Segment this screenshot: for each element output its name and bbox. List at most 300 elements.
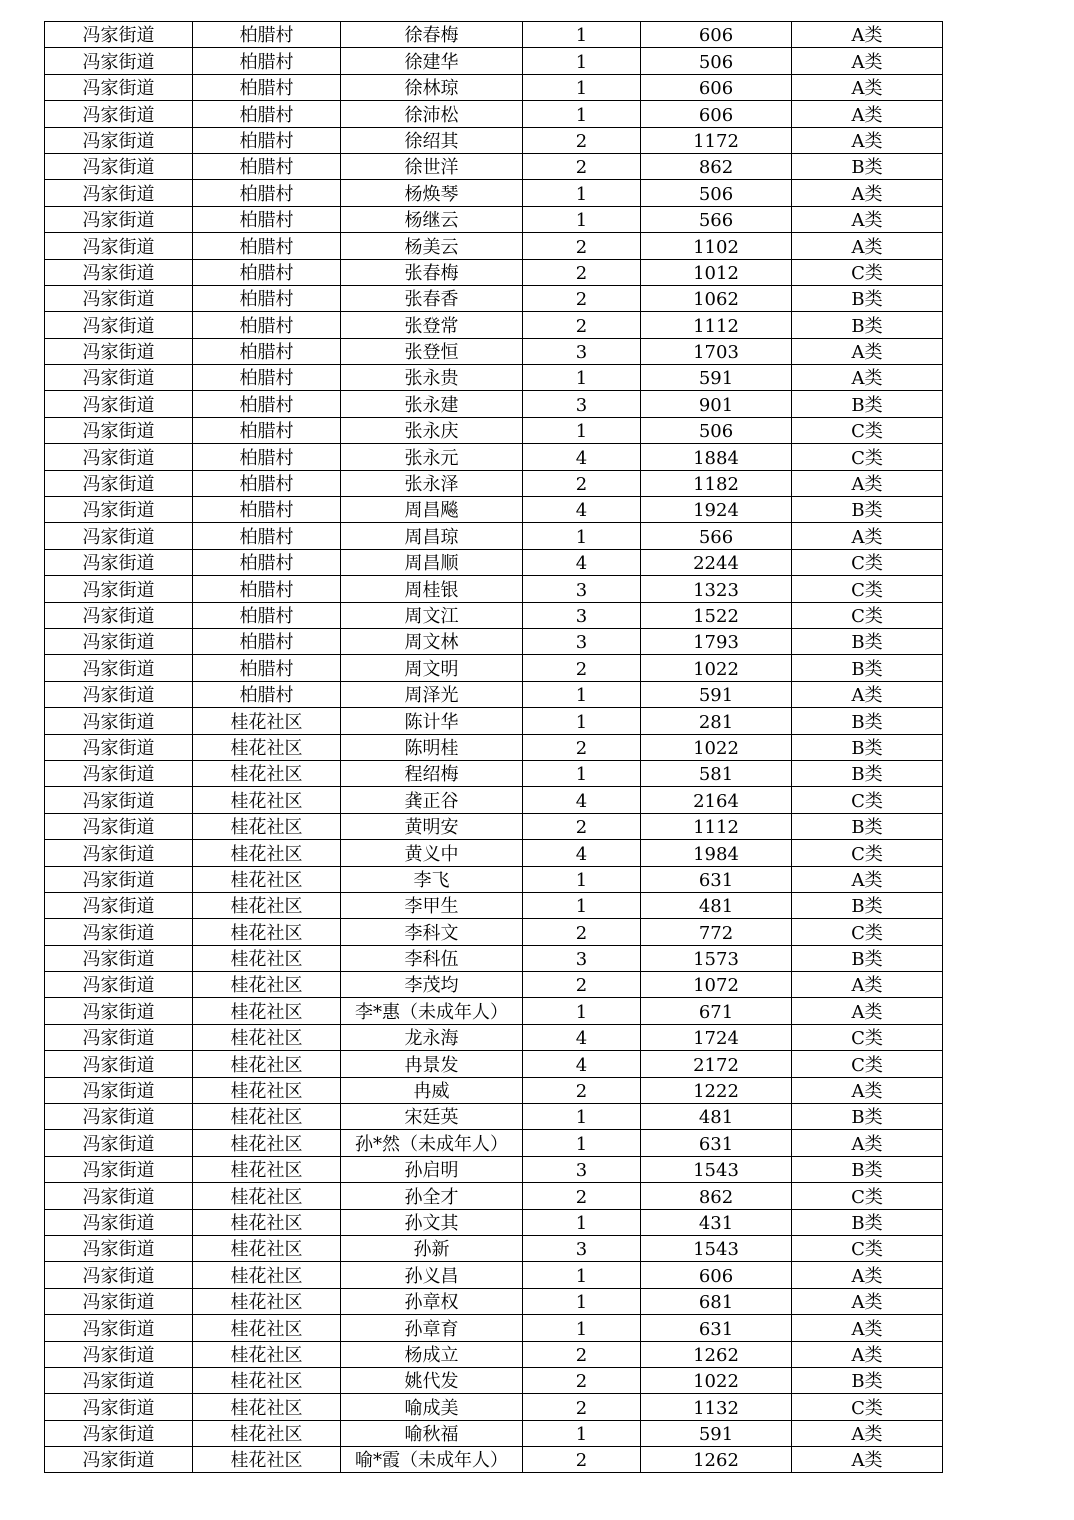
amount-cell: 591 <box>641 681 792 707</box>
name-cell: 杨焕琴 <box>341 180 523 206</box>
street-cell: 冯家街道 <box>45 628 193 654</box>
household-size-cell: 1 <box>523 708 641 734</box>
table-row <box>45 259 943 285</box>
street-cell: 冯家街道 <box>45 1288 193 1314</box>
household-size-cell: 2 <box>523 127 641 153</box>
name-cell: 张春香 <box>341 285 523 311</box>
name-cell: 龙永海 <box>341 1024 523 1050</box>
name-cell: 周桂银 <box>341 576 523 602</box>
amount-cell: 1222 <box>641 1077 792 1103</box>
street-cell: 冯家街道 <box>45 101 193 127</box>
household-size-cell: 2 <box>523 470 641 496</box>
amount-cell: 2244 <box>641 549 792 575</box>
street-cell: 冯家街道 <box>45 1262 193 1288</box>
community-cell: 柏腊村 <box>193 101 341 127</box>
community-cell: 桂花社区 <box>193 919 341 945</box>
household-size-cell: 4 <box>523 1024 641 1050</box>
name-cell: 周昌飚 <box>341 497 523 523</box>
name-cell: 孙义昌 <box>341 1262 523 1288</box>
category-cell: B类 <box>792 655 943 681</box>
table-row <box>45 813 943 839</box>
household-size-cell: 1 <box>523 22 641 48</box>
table-row <box>45 206 943 232</box>
category-cell: A类 <box>792 365 943 391</box>
name-cell: 冉威 <box>341 1077 523 1103</box>
name-cell: 徐沛松 <box>341 101 523 127</box>
community-cell: 柏腊村 <box>193 22 341 48</box>
category-cell: A类 <box>792 866 943 892</box>
category-cell: C类 <box>792 444 943 470</box>
street-cell: 冯家街道 <box>45 549 193 575</box>
community-cell: 柏腊村 <box>193 48 341 74</box>
community-cell: 柏腊村 <box>193 365 341 391</box>
table-row <box>45 734 943 760</box>
name-cell: 周文江 <box>341 602 523 628</box>
name-cell: 龚正谷 <box>341 787 523 813</box>
household-size-cell: 1 <box>523 206 641 232</box>
community-cell: 桂花社区 <box>193 1394 341 1420</box>
name-cell: 李茂均 <box>341 972 523 998</box>
street-cell: 冯家街道 <box>45 180 193 206</box>
street-cell: 冯家街道 <box>45 470 193 496</box>
name-cell: 李*惠（未成年人） <box>341 998 523 1024</box>
street-cell: 冯家街道 <box>45 1447 193 1473</box>
category-cell: A类 <box>792 101 943 127</box>
category-cell: B类 <box>792 1104 943 1130</box>
community-cell: 桂花社区 <box>193 787 341 813</box>
name-cell: 陈计华 <box>341 708 523 734</box>
community-cell: 柏腊村 <box>193 523 341 549</box>
street-cell: 冯家街道 <box>45 338 193 364</box>
amount-cell: 281 <box>641 708 792 734</box>
table-row <box>45 1104 943 1130</box>
amount-cell: 1262 <box>641 1447 792 1473</box>
amount-cell: 1112 <box>641 813 792 839</box>
street-cell: 冯家街道 <box>45 1051 193 1077</box>
household-size-cell: 3 <box>523 628 641 654</box>
household-size-cell: 1 <box>523 1420 641 1446</box>
category-cell: B类 <box>792 734 943 760</box>
amount-cell: 1984 <box>641 840 792 866</box>
table-row <box>45 681 943 707</box>
amount-cell: 431 <box>641 1209 792 1235</box>
amount-cell: 606 <box>641 1262 792 1288</box>
category-cell: A类 <box>792 48 943 74</box>
community-cell: 柏腊村 <box>193 338 341 364</box>
table-row <box>45 708 943 734</box>
name-cell: 孙章权 <box>341 1288 523 1314</box>
amount-cell: 1022 <box>641 734 792 760</box>
category-cell: A类 <box>792 1262 943 1288</box>
table-row <box>45 1235 943 1261</box>
name-cell: 杨美云 <box>341 233 523 259</box>
street-cell: 冯家街道 <box>45 1420 193 1446</box>
name-cell: 张登恒 <box>341 338 523 364</box>
category-cell: A类 <box>792 206 943 232</box>
table-row <box>45 972 943 998</box>
table-body <box>45 22 943 1473</box>
household-size-cell: 3 <box>523 576 641 602</box>
household-size-cell: 4 <box>523 787 641 813</box>
street-cell: 冯家街道 <box>45 1156 193 1182</box>
street-cell: 冯家街道 <box>45 760 193 786</box>
household-size-cell: 1 <box>523 681 641 707</box>
amount-cell: 1543 <box>641 1156 792 1182</box>
street-cell: 冯家街道 <box>45 444 193 470</box>
household-size-cell: 1 <box>523 74 641 100</box>
community-cell: 桂花社区 <box>193 1367 341 1393</box>
table-row <box>45 1288 943 1314</box>
category-cell: C类 <box>792 1235 943 1261</box>
household-size-cell: 2 <box>523 233 641 259</box>
street-cell: 冯家街道 <box>45 998 193 1024</box>
category-cell: A类 <box>792 74 943 100</box>
category-cell: A类 <box>792 127 943 153</box>
category-cell: B类 <box>792 945 943 971</box>
table-row <box>45 628 943 654</box>
amount-cell: 591 <box>641 1420 792 1446</box>
category-cell: A类 <box>792 1130 943 1156</box>
table-row <box>45 48 943 74</box>
table-row <box>45 153 943 179</box>
community-cell: 柏腊村 <box>193 549 341 575</box>
table-row <box>45 655 943 681</box>
name-cell: 李科伍 <box>341 945 523 971</box>
street-cell: 冯家街道 <box>45 74 193 100</box>
street-cell: 冯家街道 <box>45 259 193 285</box>
community-cell: 桂花社区 <box>193 1235 341 1261</box>
community-cell: 桂花社区 <box>193 1315 341 1341</box>
table-row <box>45 892 943 918</box>
name-cell: 张永贵 <box>341 365 523 391</box>
household-size-cell: 4 <box>523 549 641 575</box>
category-cell: C类 <box>792 1183 943 1209</box>
name-cell: 徐春梅 <box>341 22 523 48</box>
street-cell: 冯家街道 <box>45 655 193 681</box>
amount-cell: 506 <box>641 417 792 443</box>
amount-cell: 1793 <box>641 628 792 654</box>
community-cell: 桂花社区 <box>193 1104 341 1130</box>
amount-cell: 1884 <box>641 444 792 470</box>
street-cell: 冯家街道 <box>45 417 193 443</box>
community-cell: 桂花社区 <box>193 1209 341 1235</box>
amount-cell: 1543 <box>641 1235 792 1261</box>
table-row <box>45 127 943 153</box>
community-cell: 柏腊村 <box>193 259 341 285</box>
community-cell: 柏腊村 <box>193 127 341 153</box>
household-size-cell: 2 <box>523 655 641 681</box>
street-cell: 冯家街道 <box>45 153 193 179</box>
amount-cell: 481 <box>641 892 792 918</box>
household-size-cell: 2 <box>523 919 641 945</box>
category-cell: A类 <box>792 1447 943 1473</box>
table-row <box>45 74 943 100</box>
amount-cell: 1022 <box>641 655 792 681</box>
category-cell: A类 <box>792 681 943 707</box>
street-cell: 冯家街道 <box>45 206 193 232</box>
category-cell: B类 <box>792 760 943 786</box>
street-cell: 冯家街道 <box>45 391 193 417</box>
household-size-cell: 2 <box>523 972 641 998</box>
street-cell: 冯家街道 <box>45 127 193 153</box>
category-cell: A类 <box>792 972 943 998</box>
community-cell: 桂花社区 <box>193 1051 341 1077</box>
name-cell: 徐建华 <box>341 48 523 74</box>
street-cell: 冯家街道 <box>45 681 193 707</box>
name-cell: 宋廷英 <box>341 1104 523 1130</box>
category-cell: A类 <box>792 233 943 259</box>
name-cell: 周泽光 <box>341 681 523 707</box>
street-cell: 冯家街道 <box>45 497 193 523</box>
community-cell: 桂花社区 <box>193 1447 341 1473</box>
community-cell: 柏腊村 <box>193 285 341 311</box>
street-cell: 冯家街道 <box>45 233 193 259</box>
category-cell: C类 <box>792 602 943 628</box>
community-cell: 桂花社区 <box>193 1183 341 1209</box>
table-row <box>45 523 943 549</box>
table-row <box>45 1051 943 1077</box>
table-row <box>45 576 943 602</box>
community-cell: 柏腊村 <box>193 391 341 417</box>
table-row <box>45 285 943 311</box>
name-cell: 陈明桂 <box>341 734 523 760</box>
name-cell: 杨继云 <box>341 206 523 232</box>
amount-cell: 1262 <box>641 1341 792 1367</box>
category-cell: C类 <box>792 787 943 813</box>
category-cell: A类 <box>792 180 943 206</box>
household-size-cell: 1 <box>523 1262 641 1288</box>
household-size-cell: 2 <box>523 153 641 179</box>
table-row <box>45 22 943 48</box>
community-cell: 桂花社区 <box>193 1262 341 1288</box>
name-cell: 徐林琼 <box>341 74 523 100</box>
community-cell: 柏腊村 <box>193 233 341 259</box>
table-row <box>45 602 943 628</box>
amount-cell: 606 <box>641 101 792 127</box>
table-row <box>45 180 943 206</box>
household-size-cell: 4 <box>523 497 641 523</box>
community-cell: 桂花社区 <box>193 892 341 918</box>
amount-cell: 506 <box>641 48 792 74</box>
community-cell: 桂花社区 <box>193 1341 341 1367</box>
amount-cell: 901 <box>641 391 792 417</box>
household-size-cell: 2 <box>523 1183 641 1209</box>
category-cell: A类 <box>792 22 943 48</box>
name-cell: 李科文 <box>341 919 523 945</box>
category-cell: A类 <box>792 338 943 364</box>
name-cell: 张春梅 <box>341 259 523 285</box>
amount-cell: 566 <box>641 523 792 549</box>
amount-cell: 2164 <box>641 787 792 813</box>
community-cell: 桂花社区 <box>193 734 341 760</box>
household-size-cell: 2 <box>523 285 641 311</box>
table-row <box>45 840 943 866</box>
street-cell: 冯家街道 <box>45 1235 193 1261</box>
name-cell: 张永元 <box>341 444 523 470</box>
table-row <box>45 1077 943 1103</box>
table-row <box>45 101 943 127</box>
street-cell: 冯家街道 <box>45 1367 193 1393</box>
household-size-cell: 2 <box>523 312 641 338</box>
amount-cell: 1072 <box>641 972 792 998</box>
street-cell: 冯家街道 <box>45 1024 193 1050</box>
name-cell: 喻秋福 <box>341 1420 523 1446</box>
category-cell: B类 <box>792 285 943 311</box>
household-size-cell: 1 <box>523 1315 641 1341</box>
household-size-cell: 3 <box>523 391 641 417</box>
table-row <box>45 787 943 813</box>
name-cell: 孙新 <box>341 1235 523 1261</box>
table-row <box>45 1130 943 1156</box>
category-cell: B类 <box>792 708 943 734</box>
name-cell: 徐世洋 <box>341 153 523 179</box>
street-cell: 冯家街道 <box>45 1077 193 1103</box>
table-row <box>45 945 943 971</box>
table-row <box>45 760 943 786</box>
name-cell: 张登常 <box>341 312 523 338</box>
street-cell: 冯家街道 <box>45 919 193 945</box>
community-cell: 桂花社区 <box>193 1130 341 1156</box>
table-row <box>45 444 943 470</box>
community-cell: 桂花社区 <box>193 1420 341 1446</box>
amount-cell: 581 <box>641 760 792 786</box>
amount-cell: 566 <box>641 206 792 232</box>
amount-cell: 1102 <box>641 233 792 259</box>
household-size-cell: 1 <box>523 365 641 391</box>
household-size-cell: 4 <box>523 444 641 470</box>
name-cell: 喻*霞（未成年人） <box>341 1447 523 1473</box>
community-cell: 柏腊村 <box>193 312 341 338</box>
street-cell: 冯家街道 <box>45 1183 193 1209</box>
community-cell: 桂花社区 <box>193 1077 341 1103</box>
category-cell: A类 <box>792 1341 943 1367</box>
amount-cell: 1022 <box>641 1367 792 1393</box>
street-cell: 冯家街道 <box>45 1104 193 1130</box>
household-size-cell: 1 <box>523 523 641 549</box>
category-cell: A类 <box>792 1077 943 1103</box>
name-cell: 周昌琼 <box>341 523 523 549</box>
household-size-cell: 1 <box>523 180 641 206</box>
amount-cell: 1724 <box>641 1024 792 1050</box>
amount-cell: 1573 <box>641 945 792 971</box>
name-cell: 姚代发 <box>341 1367 523 1393</box>
household-size-cell: 1 <box>523 998 641 1024</box>
community-cell: 桂花社区 <box>193 1288 341 1314</box>
community-cell: 桂花社区 <box>193 1156 341 1182</box>
category-cell: C类 <box>792 1051 943 1077</box>
table-row <box>45 338 943 364</box>
street-cell: 冯家街道 <box>45 1315 193 1341</box>
amount-cell: 1924 <box>641 497 792 523</box>
amount-cell: 1522 <box>641 602 792 628</box>
category-cell: A类 <box>792 523 943 549</box>
household-size-cell: 3 <box>523 338 641 364</box>
community-cell: 柏腊村 <box>193 681 341 707</box>
table-row <box>45 233 943 259</box>
name-cell: 孙全才 <box>341 1183 523 1209</box>
amount-cell: 1012 <box>641 259 792 285</box>
name-cell: 徐绍其 <box>341 127 523 153</box>
table-row <box>45 312 943 338</box>
table-row <box>45 1367 943 1393</box>
street-cell: 冯家街道 <box>45 48 193 74</box>
community-cell: 桂花社区 <box>193 813 341 839</box>
amount-cell: 606 <box>641 74 792 100</box>
table-row <box>45 866 943 892</box>
category-cell: A类 <box>792 998 943 1024</box>
category-cell: C类 <box>792 417 943 443</box>
amount-cell: 631 <box>641 866 792 892</box>
amount-cell: 1132 <box>641 1394 792 1420</box>
category-cell: A类 <box>792 1288 943 1314</box>
amount-cell: 862 <box>641 153 792 179</box>
household-size-cell: 3 <box>523 945 641 971</box>
household-size-cell: 2 <box>523 1341 641 1367</box>
category-cell: A类 <box>792 1420 943 1446</box>
category-cell: C类 <box>792 549 943 575</box>
category-cell: B类 <box>792 153 943 179</box>
household-size-cell: 1 <box>523 892 641 918</box>
name-cell: 黄明安 <box>341 813 523 839</box>
table-row <box>45 1209 943 1235</box>
data-table <box>44 21 943 1473</box>
category-cell: B类 <box>792 628 943 654</box>
amount-cell: 1172 <box>641 127 792 153</box>
household-size-cell: 1 <box>523 1209 641 1235</box>
community-cell: 柏腊村 <box>193 576 341 602</box>
street-cell: 冯家街道 <box>45 972 193 998</box>
street-cell: 冯家街道 <box>45 312 193 338</box>
name-cell: 孙*然（未成年人） <box>341 1130 523 1156</box>
category-cell: C类 <box>792 576 943 602</box>
category-cell: A类 <box>792 1315 943 1341</box>
category-cell: C类 <box>792 840 943 866</box>
household-size-cell: 2 <box>523 1447 641 1473</box>
category-cell: C类 <box>792 259 943 285</box>
name-cell: 孙文其 <box>341 1209 523 1235</box>
amount-cell: 606 <box>641 22 792 48</box>
street-cell: 冯家街道 <box>45 285 193 311</box>
street-cell: 冯家街道 <box>45 523 193 549</box>
street-cell: 冯家街道 <box>45 813 193 839</box>
street-cell: 冯家街道 <box>45 365 193 391</box>
amount-cell: 681 <box>641 1288 792 1314</box>
table-row <box>45 391 943 417</box>
community-cell: 桂花社区 <box>193 1024 341 1050</box>
table-row <box>45 1315 943 1341</box>
household-size-cell: 3 <box>523 602 641 628</box>
street-cell: 冯家街道 <box>45 22 193 48</box>
table-row <box>45 1183 943 1209</box>
name-cell: 孙章育 <box>341 1315 523 1341</box>
household-size-cell: 1 <box>523 48 641 74</box>
amount-cell: 1323 <box>641 576 792 602</box>
category-cell: B类 <box>792 1209 943 1235</box>
table-row <box>45 1262 943 1288</box>
community-cell: 桂花社区 <box>193 972 341 998</box>
community-cell: 桂花社区 <box>193 840 341 866</box>
community-cell: 柏腊村 <box>193 74 341 100</box>
community-cell: 桂花社区 <box>193 866 341 892</box>
category-cell: B类 <box>792 1367 943 1393</box>
amount-cell: 1703 <box>641 338 792 364</box>
community-cell: 桂花社区 <box>193 760 341 786</box>
category-cell: C类 <box>792 1024 943 1050</box>
table-row <box>45 1420 943 1446</box>
table-row <box>45 919 943 945</box>
household-size-cell: 2 <box>523 734 641 760</box>
name-cell: 黄义中 <box>341 840 523 866</box>
